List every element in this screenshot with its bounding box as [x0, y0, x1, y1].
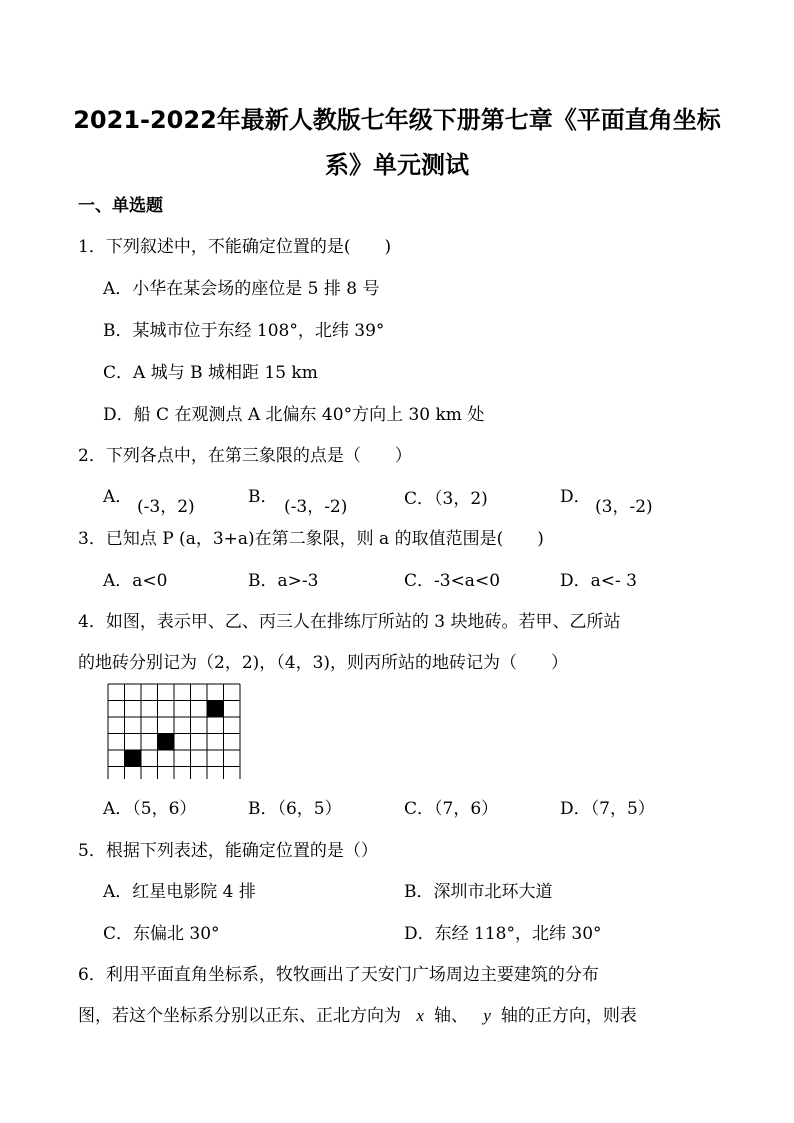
section-heading: 一、单选题: [78, 196, 163, 216]
question-5-option-c: C．东偏北 30°: [103, 924, 220, 944]
question-1-stem: 1．下列叙述中，不能确定位置的是( ): [78, 237, 392, 257]
question-4-option-d: D．（7，5）: [560, 799, 655, 819]
question-6-stem-line-2: [78, 1001, 637, 1026]
question-4-option-c: C．（7，6）: [404, 799, 499, 819]
y-variable: y: [483, 1006, 491, 1025]
question-5-stem: 5．根据下列表述，能确定位置的是（）: [78, 841, 378, 861]
question-5-option-b: B．深圳市北环大道: [404, 882, 553, 902]
question-2-option-d-label: D．: [560, 487, 591, 507]
question-5-option-d: D．东经 118°，北纬 30°: [404, 924, 602, 944]
question-2-stem: 2．下列各点中，在第三象限的点是（ ）: [78, 446, 412, 466]
question-5-option-a: A．红星电影院 4 排: [103, 882, 256, 902]
question-4-stem-line-1: 4．如图，表示甲、乙、丙三人在排练厅所站的 3 块地砖。若甲、乙所站: [78, 612, 621, 632]
x-variable: x: [416, 1006, 424, 1025]
filled-tile-1: [125, 750, 142, 767]
question-2-option-a-value: (-3，2): [137, 497, 195, 517]
document-title-line-2: 系》单元测试: [325, 151, 469, 179]
question-6-stem-line-1: 6．利用平面直角坐标系，牧牧画出了天安门广场周边主要建筑的分布: [78, 965, 599, 985]
question-2-option-b-label: B．: [248, 487, 278, 507]
question-3-option-a: A．a<0: [103, 571, 168, 591]
floor-tile-grid: [107, 683, 241, 779]
question-6-text-c: 轴的正方向，则表: [500, 1006, 637, 1026]
question-2-option-a-label: A．: [103, 487, 133, 507]
filled-tile-2: [158, 734, 175, 751]
document-title-line-1: 2021-2022年最新人教版七年级下册第七章《平面直角坐标: [73, 106, 721, 134]
question-6-text-a: 图，若这个坐标系分别以正东、正北方向为: [78, 1006, 401, 1026]
question-3-stem: 3．已知点 P (a，3+a)在第二象限，则 a 的取值范围是( ): [78, 529, 544, 549]
question-1-option-b: B．某城市位于东经 108°，北纬 39°: [103, 321, 385, 341]
question-2-option-d-value: (3，-2): [595, 497, 653, 517]
question-4-option-b: B．（6，5）: [248, 799, 342, 819]
question-4-stem-line-2: 的地砖分别记为（2，2)，（4，3)，则丙所站的地砖记为（ ）: [78, 653, 569, 673]
question-3-option-c: C．-3<a<0: [404, 571, 501, 591]
question-1-option-a: A．小华在某会场的座位是 5 排 8 号: [103, 279, 380, 299]
filled-tile-3: [207, 701, 224, 718]
question-2-option-c: C．（3，2): [404, 489, 488, 509]
question-6-text-b: 轴、: [433, 1006, 468, 1026]
floor-tile-grid-figure: [107, 683, 241, 783]
question-3-option-d: D．a<- 3: [560, 571, 637, 591]
question-4-option-a: A．（5，6）: [103, 799, 197, 819]
question-3-option-b: B．a>-3: [248, 571, 319, 591]
question-1-option-c: C．A 城与 B 城相距 15 km: [103, 363, 318, 383]
question-2-option-b-value: (-3，-2): [284, 497, 348, 517]
question-1-option-d: D．船 C 在观测点 A 北偏东 40°方向上 30 km 处: [103, 405, 485, 425]
